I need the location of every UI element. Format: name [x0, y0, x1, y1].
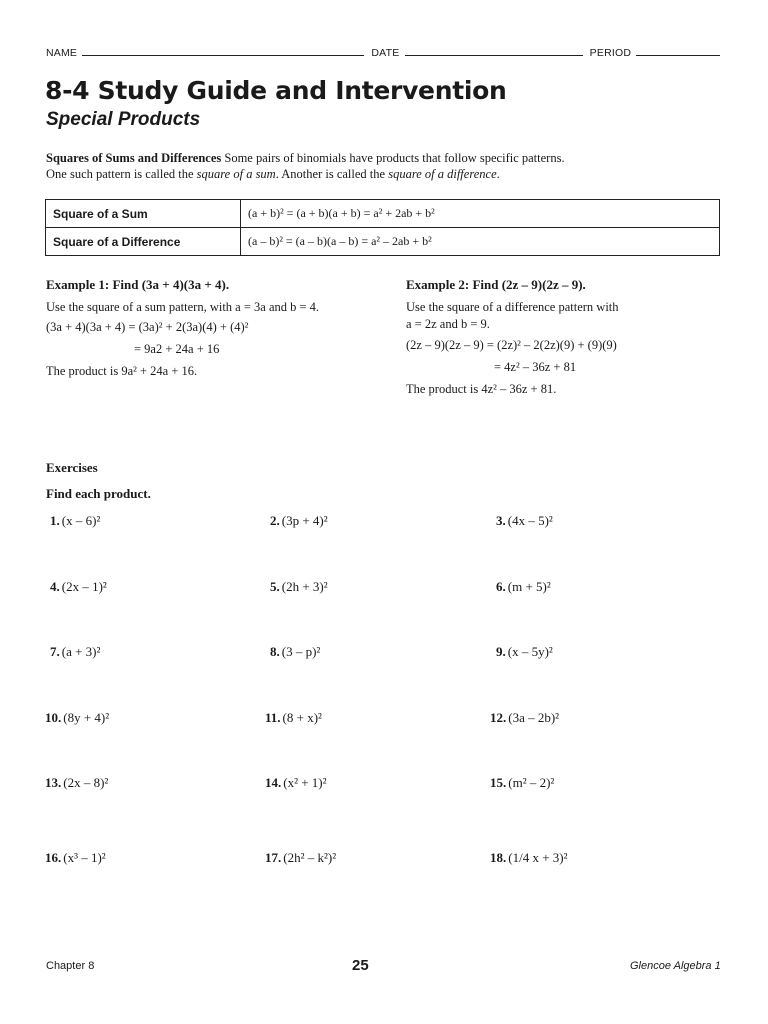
name-blank[interactable]	[82, 46, 364, 56]
exercise-number: 16.	[45, 850, 62, 865]
exercise-number: 11.	[265, 710, 281, 725]
pattern-formula: (a – b)² = (a – b)(a – b) = a² – 2ab + b²	[241, 228, 720, 256]
exercise-item	[265, 850, 336, 866]
name-label: NAME	[46, 47, 78, 59]
example-1-line: The product is 9a² + 24a + 16.	[46, 364, 198, 378]
exercise-expression: (m + 5)²	[507, 579, 551, 594]
exercise-item	[490, 775, 554, 791]
exercise-item	[50, 579, 107, 595]
example-2-line: a = 2z and b = 9.	[406, 317, 490, 331]
example-1-heading: Example 1: Find (3a + 4)(3a + 4).	[46, 277, 230, 292]
example-2-line: (2z – 9)(2z – 9) = (2z)² – 2(2z)(9) + (9)(9)	[406, 338, 617, 352]
example-2-heading: Example 2: Find (2z – 9)(2z – 9).	[406, 277, 586, 292]
exercise-expression: (a + 3)²	[61, 644, 101, 659]
exercise-item	[50, 513, 100, 529]
exercise-item	[496, 513, 553, 529]
period-blank[interactable]	[636, 46, 720, 56]
exercise-number: 14.	[265, 775, 282, 790]
exercise-number: 18.	[490, 850, 507, 865]
exercise-expression: (3p + 4)²	[281, 513, 328, 528]
period-label: PERIOD	[589, 47, 632, 59]
intro-text-2a: One such pattern is called the	[46, 167, 197, 181]
example-1-line: (3a + 4)(3a + 4) = (3a)² + 2(3a)(4) + (4)²	[46, 320, 249, 334]
exercise-item	[265, 775, 327, 791]
footer-page-number: 25	[352, 957, 369, 974]
intro-paragraph	[46, 150, 726, 182]
exercise-expression: (3 – p)²	[281, 644, 321, 659]
exercise-number: 17.	[265, 850, 282, 865]
exercise-expression: (x – 5y)²	[507, 644, 553, 659]
intro-text-1: Some pairs of binomials have products that follow specific patterns.	[221, 151, 565, 165]
intro-term-difference: square of a difference	[388, 167, 497, 181]
exercise-number: 3.	[496, 513, 506, 528]
exercise-expression: (8 + x)²	[282, 710, 322, 725]
exercise-item	[45, 850, 106, 866]
example-1	[46, 276, 366, 380]
exercise-expression: (x – 6)²	[61, 513, 101, 528]
exercise-expression: (3a – 2b)²	[508, 710, 560, 725]
intro-term-sum: square of a sum	[196, 167, 276, 181]
footer-book-title: Glencoe Algebra 1	[630, 960, 721, 972]
exercise-number: 7.	[50, 644, 60, 659]
exercise-item	[50, 644, 100, 660]
date-label: DATE	[371, 47, 400, 59]
example-2-line: Use the square of a difference pattern with	[406, 300, 619, 314]
exercise-item	[490, 710, 559, 726]
exercise-item	[270, 644, 320, 660]
exercise-number: 8.	[270, 644, 280, 659]
exercise-number: 6.	[496, 579, 506, 594]
exercise-number: 9.	[496, 644, 506, 659]
exercise-expression: (x² + 1)²	[283, 775, 327, 790]
exercise-item	[496, 579, 551, 595]
exercise-expression: (2x – 1)²	[61, 579, 107, 594]
example-2	[406, 276, 726, 398]
exercise-expression: (1/4 x + 3)²	[508, 850, 568, 865]
date-blank[interactable]	[405, 46, 583, 56]
page-title: 8-4 Study Guide and Intervention	[45, 76, 507, 105]
exercise-expression: (8y + 4)²	[63, 710, 110, 725]
pattern-row-difference	[46, 228, 720, 256]
exercises-instructions: Find each product.	[46, 486, 151, 501]
exercise-number: 5.	[270, 579, 280, 594]
exercise-expression: (m² – 2)²	[508, 775, 555, 790]
exercise-item	[496, 644, 553, 660]
pattern-table	[45, 199, 720, 256]
exercise-item	[490, 850, 568, 866]
example-2-line: = 4z² – 36z + 81	[494, 360, 577, 374]
exercise-number: 4.	[50, 579, 60, 594]
pattern-row-sum	[46, 200, 720, 228]
exercise-item	[45, 710, 109, 726]
exercise-expression: (x³ – 1)²	[63, 850, 106, 865]
example-2-line: The product is 4z² – 36z + 81.	[406, 382, 557, 396]
exercise-expression: (2h + 3)²	[281, 579, 328, 594]
exercise-number: 13.	[45, 775, 62, 790]
pattern-label: Square of a Difference	[46, 228, 241, 256]
exercise-expression: (2h² – k²)²	[283, 850, 337, 865]
page-subtitle: Special Products	[46, 109, 201, 130]
intro-text-2c: .	[496, 167, 500, 181]
exercise-number: 1.	[50, 513, 60, 528]
exercise-item	[45, 775, 108, 791]
pattern-formula: (a + b)² = (a + b)(a + b) = a² + 2ab + b²	[241, 200, 720, 228]
exercise-number: 15.	[490, 775, 507, 790]
exercise-number: 12.	[490, 710, 507, 725]
exercise-item	[270, 579, 328, 595]
footer-chapter: Chapter 8	[46, 960, 95, 972]
pattern-label: Square of a Sum	[46, 200, 241, 228]
student-info-header	[46, 46, 726, 59]
exercise-item	[265, 710, 322, 726]
exercise-number: 10.	[45, 710, 62, 725]
example-1-line: Use the square of a sum pattern, with a = 3a and b = 4.	[46, 300, 320, 314]
example-1-line: = 9a2 + 24a + 16	[134, 342, 220, 356]
exercise-number: 2.	[270, 513, 280, 528]
exercise-expression: (4x – 5)²	[507, 513, 553, 528]
intro-lead: Squares of Sums and Differences	[46, 151, 222, 165]
intro-text-2b: . Another is called the	[275, 167, 389, 181]
exercise-expression: (2x – 8)²	[63, 775, 109, 790]
exercise-item	[270, 513, 328, 529]
exercises-heading: Exercises	[46, 460, 98, 475]
